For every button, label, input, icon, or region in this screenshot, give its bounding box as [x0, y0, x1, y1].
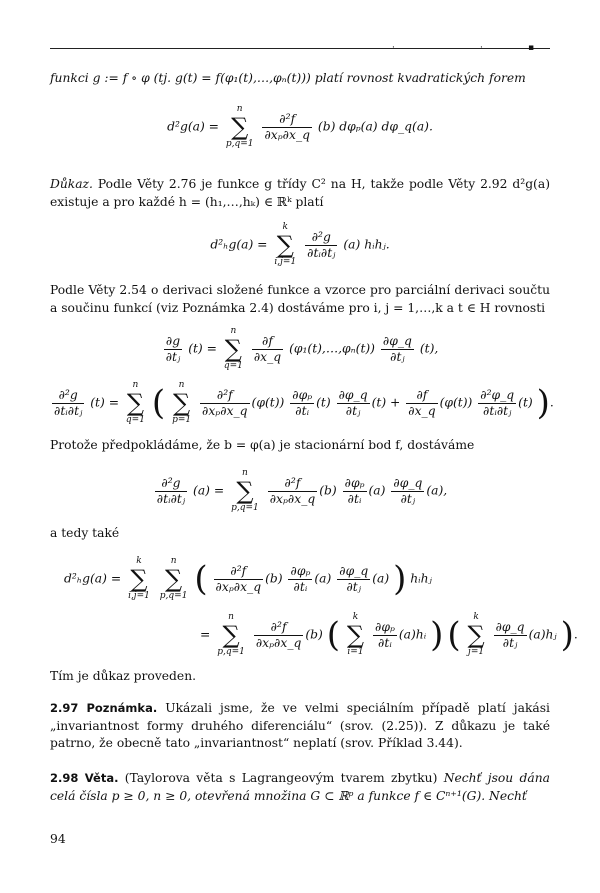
proof-text: Podle Věty 2.76 je funkce g třídy C² na H, takže podle Věty 2.92 d²g(a) existuje a pro každé h = (h₁,…,hₖ) ∈ ℝᵏ platí	[50, 177, 550, 209]
theorem-text: Nechť jsou dána celá čísla p ≥ 0, n ≥ 0, otevřená množina G ⊂ ℝᵖ a funkce f ∈ Cⁿ⁺¹(G). Nechť	[50, 771, 550, 803]
sum-symbol: n ∑ p,q=1	[225, 104, 254, 149]
fraction: $\frac{\text{∂²φ\_q}}{\text{∂tᵢ∂tⱼ}}$	[480, 387, 515, 418]
sum-symbol: n ∑ q=1	[223, 326, 243, 371]
paragraph-4: a tedy také	[50, 526, 120, 540]
eq7-b-rest: (a)hᵢ	[398, 627, 427, 642]
lead-text: funkci g := f ∘ φ (tj. g(t) = f(φ₁(t),…,φₙ(t))) platí rovnost kvadratických forem	[50, 71, 526, 85]
eq4-lhs-rest: (t) =	[90, 395, 119, 410]
eq7-c-rest: (a)hⱼ	[528, 627, 557, 642]
eq7-a-rest: (b)	[305, 627, 323, 642]
fraction: $\frac{\partial\varphi\_q}{\text{∂tⱼ}}$	[339, 563, 369, 594]
fraction: $\frac{\text{∂²g}}{\text{∂tᵢ∂tⱼ}}$	[307, 229, 336, 260]
left-paren: (	[151, 383, 166, 423]
fraction: $\frac{\partial f}{\partial x\_q}$	[408, 387, 436, 418]
header-mark: ▪	[528, 43, 535, 53]
right-paren: )	[536, 383, 550, 423]
fraction: $\frac{\text{∂²f}}{\text{∂xₚ∂x\_q}}$	[264, 111, 310, 142]
eq6-b-rest: (a)	[314, 571, 332, 586]
fraction: $\frac{\text{∂²f}}{\text{∂xₚ∂x\_q}}$	[255, 619, 302, 650]
fraction: $\frac{\partial\varphi\_q}{\text{∂tⱼ}}$	[393, 475, 423, 506]
fraction: $\frac{\partial\varphi\_q}{\text{∂tⱼ}}$	[382, 333, 412, 364]
remark-text: Ukázali jsme, že ve velmi speciálním případě platí jakási „invariantnost formy druhého diferenciálu“ (srov. (2.25)). Z důkazu je také patrno, že obecně tato „invariantnost“ neplatí (srov. Příklad 3.44).	[50, 701, 550, 750]
eq6-c-rest: (a)	[372, 571, 390, 586]
sum-symbol: n ∑ p=1	[172, 380, 192, 425]
fraction: $\frac{\text{∂φₚ}}{\text{∂tᵢ}}$	[290, 563, 311, 594]
left-paren: (	[194, 559, 208, 599]
eq2-rest: (a) hᵢhⱼ.	[343, 237, 390, 252]
eq4-c-rest: (t) +	[371, 395, 401, 410]
fraction: $\frac{\partial\varphi\_q}{\text{∂tⱼ}}$	[338, 387, 368, 418]
right-paren: )	[393, 559, 407, 599]
paragraph-3: Protože předpokládáme, že b = φ(a) je stacionární bod f, dostáváme	[50, 438, 475, 452]
fraction: $\frac{\text{∂²f}}{\text{∂xₚ∂x\_q}}$	[202, 387, 248, 418]
proof-paragraph	[50, 176, 550, 211]
fraction: $\frac{\text{∂²f}}{\text{∂xₚ∂x\_q}}$	[215, 563, 262, 594]
fraction: $\frac{\partial g}{\text{∂tⱼ}}$	[165, 333, 181, 364]
remark-paragraph	[50, 700, 550, 753]
header-mark: ·	[480, 43, 483, 53]
fraction: $\frac{\partial f}{\partial x\_q}$	[253, 333, 282, 364]
eq5-lhs-rest: (a) =	[193, 483, 225, 498]
paragraph-5: Tím je důkaz proveden.	[50, 669, 197, 683]
sum-symbol: k ∑ i,j=1	[128, 556, 150, 601]
sum-symbol: n ∑ p,q=1	[231, 468, 259, 513]
eq2-lhs: d²ₕg(a) =	[210, 237, 268, 252]
equation-5	[50, 468, 550, 514]
remark-label: 2.97 Poznámka.	[50, 701, 158, 715]
equation-2	[50, 222, 550, 268]
theorem-label: 2.98 Věta.	[50, 771, 119, 785]
sum-symbol: k ∑ i,j=1	[274, 222, 297, 267]
header-mark: ·	[392, 43, 395, 53]
fraction: $\frac{\text{∂φₚ}}{\text{∂tᵢ}}$	[374, 619, 395, 650]
eq4-e-rest: (t)	[518, 395, 533, 410]
eq4-a-rest: (φ(t))	[251, 395, 285, 410]
eq1-rest: (b) dφₚ(a) dφ_q(a).	[317, 119, 433, 134]
theorem-name: (Taylorova věta s Lagrangeovým tvarem zbytku)	[124, 771, 438, 785]
right-paren: )	[560, 615, 574, 655]
paragraph-2: Podle Věty 2.54 o derivaci složené funkce a vzorce pro parciální derivaci součtu a součinu funkcí (viz Poznámka 2.4) dostáváme pro i, j = 1,…,k a t ∈ H rovnosti	[50, 283, 550, 315]
fraction: $\frac{\text{∂²g}}{\text{∂tᵢ∂tⱼ}}$	[54, 387, 83, 418]
fraction: $\frac{\text{∂φₚ}}{\text{∂tᵢ}}$	[344, 475, 365, 506]
equation-1	[50, 104, 550, 150]
equation-7	[200, 612, 600, 658]
equation-6	[64, 556, 564, 602]
header-rule	[50, 48, 550, 49]
eq3-mid: (φ₁(t),…,φₙ(t))	[289, 341, 375, 356]
sum-symbol: k ∑ j=1	[467, 612, 485, 657]
eq5-c-rest: (a),	[426, 483, 448, 498]
proof-label: Důkaz.	[50, 177, 93, 191]
sum-symbol: k ∑ i=1	[346, 612, 365, 657]
eq6-lhs: d²ₕg(a) =	[64, 571, 122, 586]
eq3-rest: (t),	[419, 341, 439, 356]
page	[50, 0, 578, 893]
eq7-eqsign: =	[200, 627, 211, 642]
equation-3	[50, 326, 550, 372]
fraction: $\frac{\text{∂²g}}{\text{∂tᵢ∂tⱼ}}$	[156, 475, 186, 506]
eq7-end: .	[573, 627, 578, 642]
eq1-lhs: d²g(a) =	[167, 119, 219, 134]
eq5-b-rest: (a)	[368, 483, 386, 498]
equation-4: $\frac{\text{∂²g}}{\text{∂tᵢ∂tⱼ}}$ (t) = n ∑ q=1 ( n ∑ p=1 $\frac{\text{∂²f}}{\text{∂xₚ∂x\_q}}$ (φ(t)) $\frac{\text{∂φₚ}}{\text{∂tᵢ}}$ (t) $\frac{\partial\varphi\_q}{\text{∂tⱼ}}$ (t) + $\frac{\partial f}{\partial x\_q}$ (φ(t)) $\frac{\text{∂²φ\_q}}{\text{∂tᵢ∂tⱼ}}$ (t) ).	[54, 380, 554, 425]
left-paren: (	[447, 615, 461, 655]
eq3-lhs-rest: (t) =	[188, 341, 217, 356]
theorem-paragraph	[50, 770, 550, 805]
sum-symbol: n ∑ q=1	[125, 380, 145, 425]
left-paren: (	[326, 615, 340, 655]
eq4-b-rest: (t)	[316, 395, 331, 410]
eq6-tail: hᵢhⱼ	[410, 571, 432, 586]
fraction: $\frac{\text{∂φₚ}}{\text{∂tᵢ}}$	[292, 387, 313, 418]
sum-symbol: n ∑ p,q=1	[159, 556, 188, 601]
fraction: $\frac{\text{∂²f}}{\text{∂xₚ∂x\_q}}$	[269, 475, 316, 506]
eq4-d-rest: (φ(t))	[439, 395, 473, 410]
fraction: $\frac{\partial\varphi\_q}{\text{∂tⱼ}}$	[495, 619, 525, 650]
eq5-a-rest: (b)	[319, 483, 337, 498]
eq6-a-rest: (b)	[265, 571, 283, 586]
page-number: 94	[50, 832, 66, 846]
right-paren: )	[430, 615, 444, 655]
sum-symbol: n ∑ p,q=1	[217, 612, 245, 657]
